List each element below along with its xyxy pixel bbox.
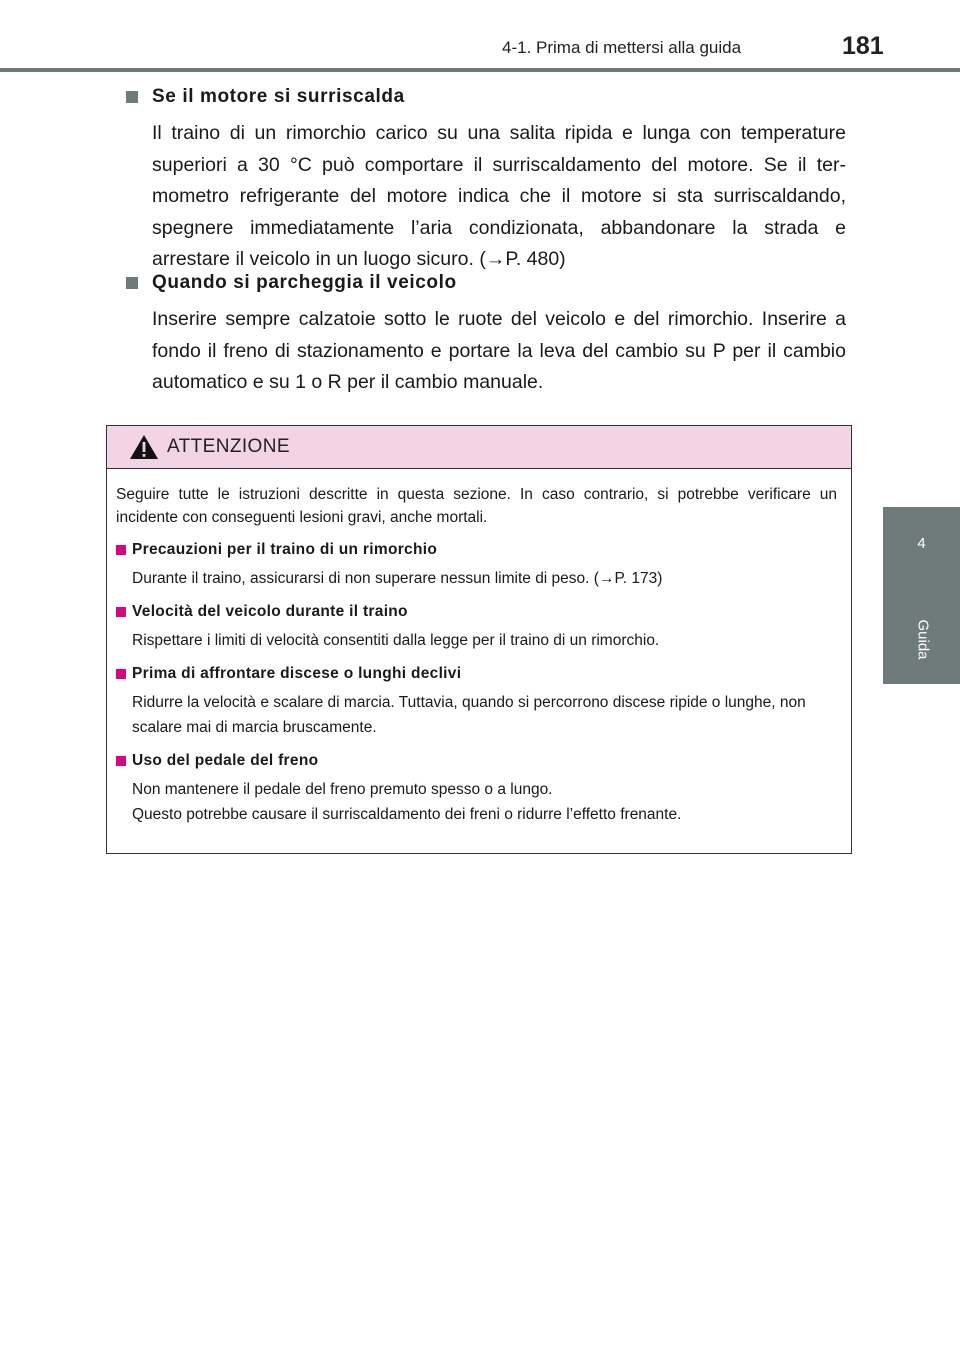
- warning-item: [116, 663, 837, 740]
- warning-item: [116, 750, 837, 827]
- warning-item-heading: Uso del pedale del freno: [132, 752, 319, 769]
- square-bullet-icon: [126, 91, 138, 103]
- warning-item-heading: Precauzioni per il traino di un rimorchio: [132, 541, 438, 558]
- section-heading: Quando si parcheggia il veicolo: [152, 272, 457, 293]
- section-body: Il traino di un rimorchio carico su una salita ripida e lunga con temperature superiori a 30 °C può comportare il surriscaldamento del motore. Se il ter-mometro refrigerante del motore indica che il motore si sta surriscaldando, spegnere immediatamente l’aria condizionata, abbandonare la strada e arrestare il veicolo in un luogo sicuro. (→P. 480): [152, 122, 846, 270]
- section-heading: Se il motore si surriscalda: [152, 86, 405, 107]
- chapter-number: 4: [917, 535, 926, 552]
- warning-item-text: Non mantenere il pedale del freno premuto spesso o a lungo.: [132, 781, 553, 798]
- warning-item-text: Rispettare i limiti di velocità consentiti dalla legge per il traino di un rimorchio.: [132, 632, 660, 649]
- section-overheating: [126, 86, 846, 276]
- warning-item: [116, 601, 837, 653]
- header-section-title: 4-1. Prima di mettersi alla guida: [502, 38, 742, 57]
- warning-box: [106, 425, 852, 854]
- warning-item-text: Questo potrebbe causare il surriscaldamento dei freni o ridurre l’effetto frenante.: [132, 806, 682, 823]
- section-parking: [126, 272, 846, 399]
- header-rule: [0, 68, 960, 72]
- warning-header: [107, 426, 851, 469]
- warning-item-text: Durante il traino, assicurarsi di non superare nessun limite di peso. (→P. 173): [132, 570, 663, 587]
- square-bullet-icon: [116, 669, 126, 679]
- chapter-label: Guida: [914, 618, 932, 660]
- warning-item-text: Ridurre la velocità e scalare di marcia. Tuttavia, quando si percorrono discese ripide o lunghe, non scalare mai di marcia bruscamente.: [132, 694, 806, 736]
- warning-item: [116, 539, 837, 591]
- square-bullet-icon: [126, 277, 138, 289]
- warning-intro: Seguire tutte le istruzioni descritte in questa sezione. In caso contrario, si potrebbe verificare un incidente con conseguenti lesioni gravi, anche mortali.: [116, 486, 837, 526]
- page-number: 181: [842, 32, 884, 60]
- section-body: Inserire sempre calzatoie sotto le ruote del veicolo e del rimorchio. Inserire a fondo il freno di stazionamento e portare la leva del cambio su P per il cambio automatico e su 1 o R per il cambio manuale.: [152, 308, 846, 393]
- warning-item-heading: Prima di affrontare discese o lunghi declivi: [132, 665, 462, 682]
- warning-item-heading: Velocità del veicolo durante il traino: [132, 603, 408, 620]
- warning-title: ATTENZIONE: [167, 436, 290, 457]
- square-bullet-icon: [116, 607, 126, 617]
- chapter-side-tab: [883, 507, 960, 684]
- square-bullet-icon: [116, 545, 126, 555]
- warning-triangle-icon: [129, 434, 159, 460]
- square-bullet-icon: [116, 756, 126, 766]
